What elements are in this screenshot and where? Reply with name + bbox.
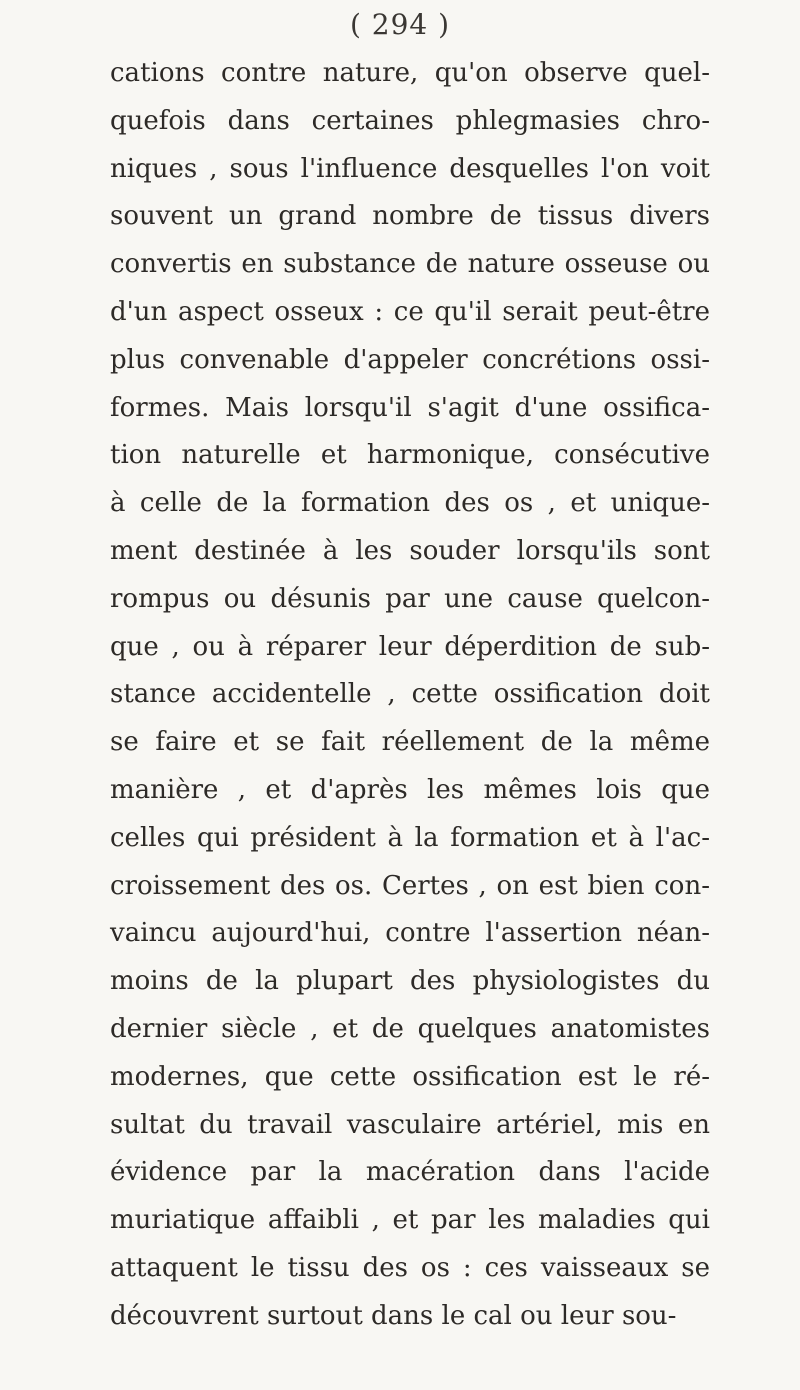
text-line: stance accidentelle , cette ossification doit — [110, 679, 710, 710]
text-line: souvent un grand nombre de tissus divers — [110, 201, 710, 232]
text-line: sultat du travail vasculaire artériel, mis en — [110, 1109, 710, 1140]
text-line: convertis en substance de nature osseuse ou — [110, 249, 710, 280]
text-line: à celle de la formation des os , et unique- — [110, 488, 710, 519]
text-line: ment destinée à les souder lorsqu'ils sont — [110, 535, 710, 566]
page-number: ( 294 ) — [349, 8, 451, 41]
text-line: manière , et d'après les mêmes lois que — [110, 774, 710, 805]
text-line: d'un aspect osseux : ce qu'il serait peut-être — [110, 296, 710, 327]
text-line: formes. Mais lorsqu'il s'agit d'une ossifica- — [110, 392, 710, 423]
text-line: plus convenable d'appeler concrétions ossi- — [110, 344, 710, 375]
text-line: quefois dans certaines phlegmasies chro- — [110, 105, 710, 136]
text-line: vaincu aujourd'hui, contre l'assertion néan- — [110, 918, 710, 949]
text-line: évidence par la macération dans l'acide — [110, 1157, 710, 1188]
text-line: tion naturelle et harmonique, consécutive — [110, 440, 710, 471]
text-line: modernes, que cette ossification est le ré- — [110, 1061, 710, 1092]
text-line: rompus ou désunis par une cause quelcon- — [110, 583, 710, 614]
text-line: dernier siècle , et de quelques anatomistes — [110, 1013, 710, 1044]
text-line: muriatique affaibli , et par les maladies qui — [110, 1205, 710, 1236]
text-line: découvrent surtout dans le cal ou leur sou- — [110, 1300, 677, 1331]
text-line: celles qui président à la formation et à l'ac- — [110, 822, 710, 853]
text-line: que , ou à réparer leur déperdition de sub- — [110, 631, 710, 662]
text-line: se faire et se fait réellement de la même — [110, 727, 710, 758]
text-line: niques , sous l'influence desquelles l'on voit — [110, 153, 710, 184]
text-line: attaquent le tissu des os : ces vaisseaux se — [110, 1252, 710, 1283]
text-line: croissement des os. Certes , on est bien con- — [110, 870, 710, 901]
body-text — [110, 50, 710, 1341]
text-line: moins de la plupart des physiologistes du — [110, 966, 710, 997]
text-line: cations contre nature, qu'on observe quel- — [110, 58, 710, 88]
